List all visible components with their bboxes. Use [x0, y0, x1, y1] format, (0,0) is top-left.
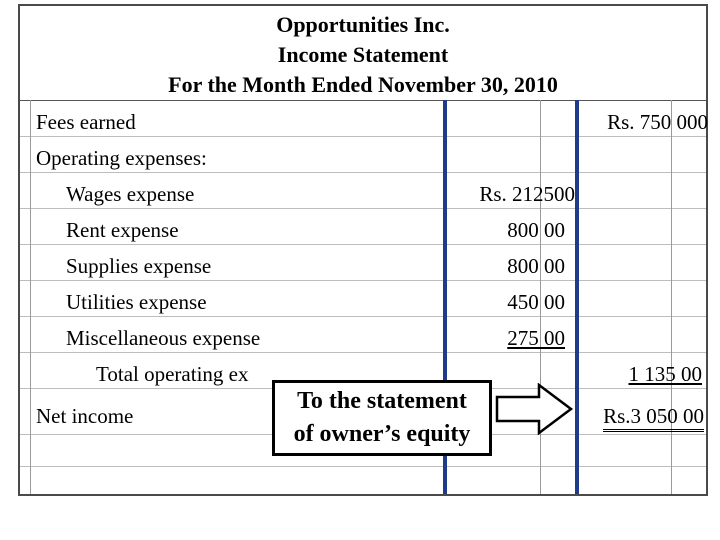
row-rule: [20, 280, 706, 281]
net-income-label: Net income: [36, 404, 134, 428]
header-divider: [20, 100, 706, 101]
statement-title: Income Statement: [277, 42, 449, 67]
wages-expense-label: Wages expense: [66, 182, 195, 206]
column-line-blue: [575, 100, 579, 494]
total-operating-expenses-amount: 1 135 00: [628, 362, 702, 386]
row-rule: [20, 316, 706, 317]
rent-expense-amount: 800 00: [507, 218, 565, 242]
statement-header: [20, 10, 706, 100]
column-line: [30, 100, 31, 494]
net-income-amount: Rs.3 050 00: [603, 403, 704, 432]
statement-period: For the Month Ended November 30, 2010: [168, 72, 558, 97]
rent-expense-label: Rent expense: [66, 218, 179, 242]
callout-line-1: To the statement: [297, 388, 467, 414]
right-arrow-icon: [495, 383, 575, 435]
utilities-expense-amount: 450 00: [507, 290, 565, 314]
row-rule: [20, 244, 706, 245]
miscellaneous-expense-amount: 275 00: [507, 326, 565, 350]
row-rule: [20, 172, 706, 173]
supplies-expense-amount: 800 00: [507, 254, 565, 278]
company-name: Opportunities Inc.: [276, 12, 450, 37]
statement-callout: [272, 380, 492, 456]
supplies-expense-label: Supplies expense: [66, 254, 212, 278]
row-rule: [20, 352, 706, 353]
total-operating-expenses-label: Total operating ex: [96, 362, 249, 386]
wages-expense-amount: Rs. 212500: [479, 182, 575, 206]
fees-earned-amount: Rs. 750 000: [607, 110, 708, 134]
row-rule: [20, 136, 706, 137]
utilities-expense-label: Utilities expense: [66, 290, 207, 314]
row-rule: [20, 208, 706, 209]
column-line: [671, 100, 672, 494]
miscellaneous-expense-label: Miscellaneous expense: [66, 326, 261, 350]
operating-expenses-label: Operating expenses:: [36, 146, 207, 170]
callout-line-2: of owner’s equity: [293, 421, 471, 447]
row-rule: [20, 466, 706, 467]
fees-earned-label: Fees earned: [36, 110, 136, 134]
